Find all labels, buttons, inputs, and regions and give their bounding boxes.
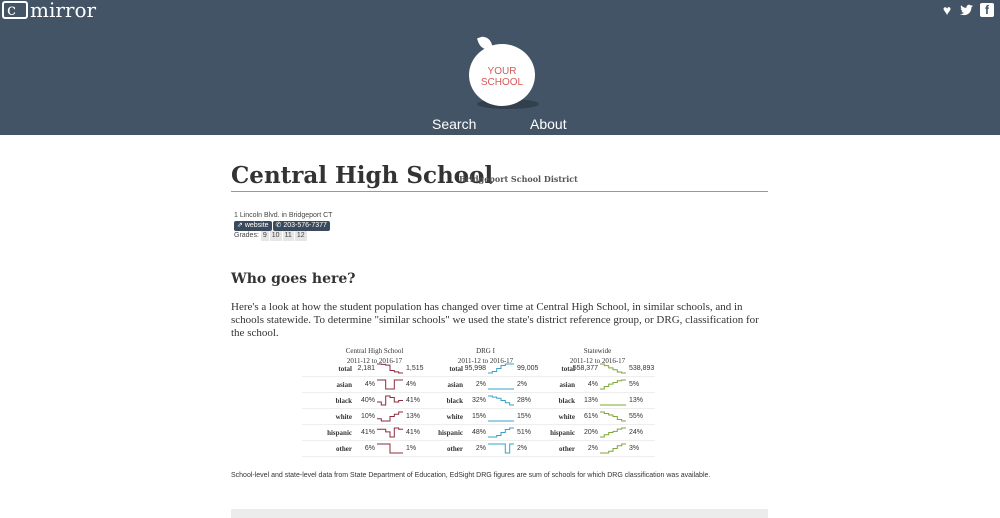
chart-row-label: hispanic — [550, 429, 575, 437]
chart-sparkline-path — [377, 364, 403, 373]
chart-sparkline — [377, 411, 403, 422]
nav-search[interactable]: Search — [432, 116, 477, 132]
chart-sparkline — [488, 379, 514, 390]
grade-badge: 11 — [284, 232, 292, 239]
chart-start-value: 2% — [475, 445, 486, 452]
chart-end-value: 13% — [629, 397, 644, 404]
chart-end-value: 51% — [517, 429, 532, 436]
district-name[interactable]: Bridgeport School District — [459, 174, 578, 184]
chart-sparkline-path — [377, 396, 403, 405]
chart-group-period: 2011-12 to 2016-17 — [457, 357, 514, 365]
chart-row-divider — [413, 408, 543, 409]
chart-row-divider — [525, 456, 655, 457]
grade-badge: 10 — [271, 232, 280, 239]
chart-end-value: 2% — [517, 445, 528, 452]
chart-group-header — [332, 346, 417, 366]
chart-row-divider — [525, 408, 655, 409]
chart-start-value: 20% — [583, 429, 598, 436]
chart-row-label: white — [446, 413, 463, 421]
chart-group-header — [443, 346, 528, 366]
chart-sparkline-path — [377, 444, 403, 453]
mirror-logo[interactable] — [2, 0, 96, 20]
chart-start-value: 558,377 — [572, 365, 598, 372]
chart-start-value: 6% — [364, 445, 375, 452]
chart-row-label: black — [558, 397, 575, 405]
chart-row-divider — [413, 456, 543, 457]
chart-row-divider — [525, 376, 655, 377]
chart-sparkline — [377, 427, 403, 438]
chart-row-label: total — [561, 365, 575, 373]
intro-paragraph: Here's a look at how the student population has changed over time at Central High School, in similar schools, and in schools statewide. To determine "similar schools" we used the state's district reference group, or DRG, classification for the school. — [231, 301, 759, 339]
facebook-icon[interactable]: f — [980, 3, 994, 17]
chart-end-value: 1% — [406, 445, 417, 452]
chart-sparkline-path — [600, 444, 626, 453]
chart-end-value: 24% — [629, 429, 644, 436]
chart-end-value: 538,893 — [629, 365, 655, 372]
chart-row-divider — [413, 440, 543, 441]
chart-sparkline-path — [488, 428, 514, 437]
site-header — [0, 0, 1000, 135]
chart-row-label: total — [449, 365, 463, 373]
chart-group-title: Central High School — [345, 347, 404, 355]
chart-end-value: 15% — [517, 413, 532, 420]
chart-start-value: 32% — [471, 397, 486, 404]
social-links — [940, 3, 994, 17]
website-link[interactable]: ⇗ website — [234, 221, 272, 231]
chart-start-value: 10% — [360, 413, 375, 420]
grade-badge: 12 — [296, 232, 305, 239]
chart-sparkline — [600, 363, 626, 374]
phone-link[interactable]: ✆ 203-576-7377 — [273, 221, 330, 231]
chart-start-value: 4% — [364, 381, 375, 388]
chart-start-value: 13% — [583, 397, 598, 404]
grades-row: Grades: 9 10 11 12 — [234, 232, 305, 239]
school-info — [234, 211, 332, 241]
chart-end-value: 3% — [629, 445, 640, 452]
chart-end-value: 1,515 — [406, 365, 424, 372]
chart-row-label: black — [335, 397, 352, 405]
chart-row-label: white — [558, 413, 575, 421]
chart-sparkline — [377, 395, 403, 406]
chart-start-value: 4% — [587, 381, 598, 388]
chart-sparkline — [600, 379, 626, 390]
chart-row-divider — [525, 424, 655, 425]
chart-end-value: 55% — [629, 413, 644, 420]
heart-icon[interactable]: ♥ — [942, 2, 952, 18]
chart-start-value: 2% — [587, 445, 598, 452]
chart-sparkline-path — [600, 364, 626, 373]
mirror-logo-mark: c — [2, 1, 28, 19]
chart-row-divider — [413, 376, 543, 377]
chart-group-period: 2011-12 to 2016-17 — [569, 357, 626, 365]
chart-group-header — [555, 346, 640, 366]
chart-sparkline — [600, 411, 626, 422]
chart-row-divider — [525, 392, 655, 393]
chart-sparkline — [488, 411, 514, 422]
title-row — [231, 162, 768, 192]
nav-about[interactable]: About — [530, 116, 567, 132]
chart-row-label: hispanic — [327, 429, 352, 437]
chart-sparkline-path — [600, 428, 626, 437]
chart-sparkline-path — [377, 428, 403, 437]
chart-row-label: other — [447, 445, 463, 453]
footnote: School-level and state-level data from State Department of Education, EdSight DRG figures are sum of schools for which DRG classification was available. — [231, 472, 711, 479]
chart-end-value: 5% — [629, 381, 640, 388]
chart-group-period: 2011-12 to 2016-17 — [346, 357, 403, 365]
chart-row-label: black — [446, 397, 463, 405]
next-section-box — [231, 509, 768, 518]
chart-sparkline — [600, 443, 626, 454]
chart-start-value: 2,181 — [357, 365, 375, 372]
main-nav — [0, 115, 1000, 133]
chart-end-value: 2% — [517, 381, 528, 388]
chart-row-divider — [413, 392, 543, 393]
chart-row-label: white — [335, 413, 352, 421]
chart-start-value: 15% — [471, 413, 486, 420]
chart-row-divider — [525, 440, 655, 441]
section-title: Who goes here? — [231, 271, 356, 287]
chart-end-value: 99,005 — [517, 365, 539, 372]
chart-row-label: other — [336, 445, 352, 453]
chart-sparkline — [488, 363, 514, 374]
chart-row-label: other — [559, 445, 575, 453]
chart-row-label: asian — [447, 381, 463, 389]
chart-end-value: 13% — [406, 413, 421, 420]
chart-row-label: hispanic — [438, 429, 463, 437]
chart-start-value: 40% — [360, 397, 375, 404]
school-address: 1 Lincoln Blvd. in Bridgeport CT — [234, 212, 333, 219]
chart-sparkline — [377, 363, 403, 374]
chart-row-label: asian — [559, 381, 575, 389]
chart-row-divider — [413, 424, 543, 425]
chart-sparkline — [377, 443, 403, 454]
chart-start-value: 95,998 — [464, 365, 486, 372]
chart-sparkline — [600, 427, 626, 438]
chart-start-value: 2% — [475, 381, 486, 388]
chart-row-label: asian — [336, 381, 352, 389]
chart-start-value: 61% — [583, 413, 598, 420]
chart-end-value: 4% — [406, 381, 417, 388]
chart-sparkline — [488, 395, 514, 406]
chart-end-value: 41% — [406, 429, 421, 436]
chart-sparkline — [488, 427, 514, 438]
chart-end-value: 41% — [406, 397, 421, 404]
your-school-logo-text: YOUR SCHOOL — [480, 66, 524, 88]
chart-group-title: DRG I — [476, 347, 495, 355]
chart-sparkline-path — [488, 396, 514, 405]
chart-start-value: 48% — [471, 429, 486, 436]
chart-sparkline — [488, 443, 514, 454]
chart-sparkline-path — [600, 412, 626, 421]
chart-sparkline-path — [600, 380, 626, 389]
twitter-icon[interactable] — [960, 3, 974, 17]
chart-group-title: Statewide — [583, 347, 612, 355]
chart-sparkline — [600, 395, 626, 406]
mirror-logo-text: mirror — [30, 0, 97, 22]
chart-sparkline-path — [488, 364, 514, 373]
chart-row-label: total — [338, 365, 352, 373]
chart-sparkline-path — [377, 412, 403, 421]
grade-badge: 9 — [262, 232, 267, 239]
chart-end-value: 28% — [517, 397, 532, 404]
chart-sparkline-path — [377, 380, 403, 389]
chart-start-value: 41% — [360, 429, 375, 436]
school-name: Central High School — [231, 162, 494, 189]
chart-sparkline — [377, 379, 403, 390]
chart-sparkline-path — [488, 444, 514, 453]
